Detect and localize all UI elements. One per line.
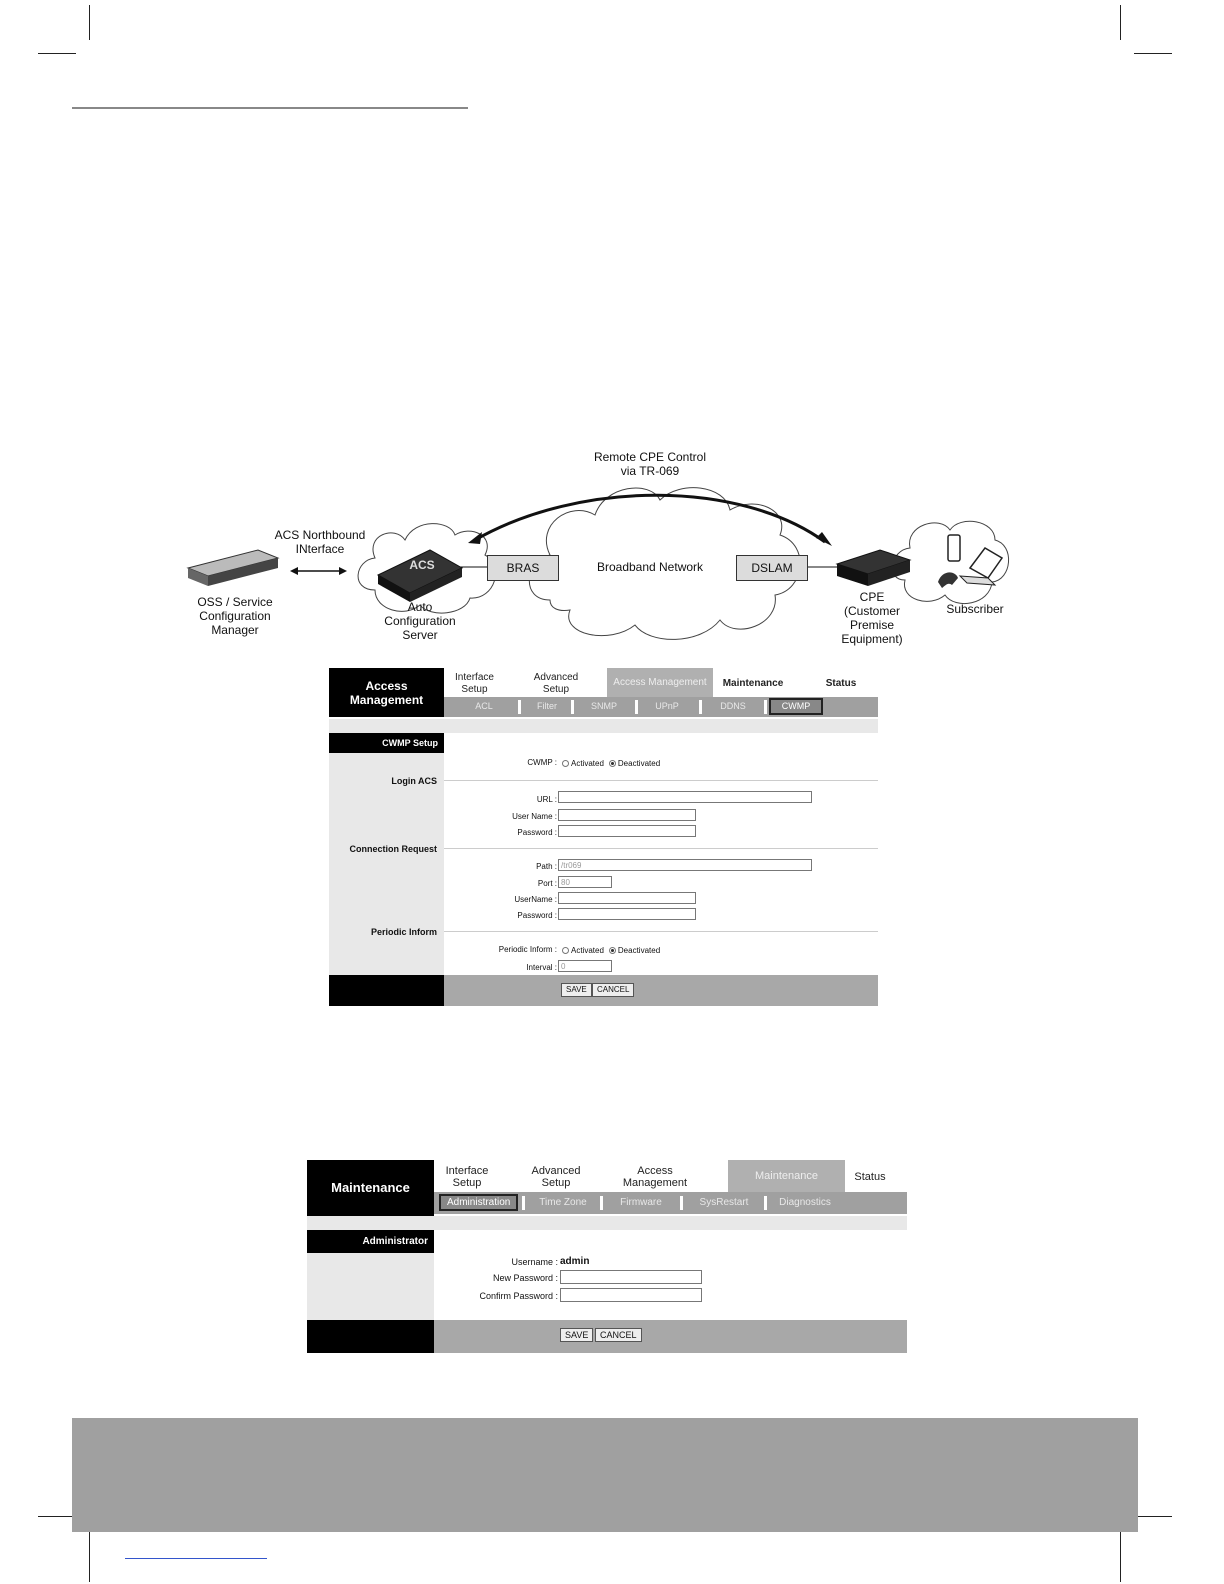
subtab-time-zone[interactable]: Time Zone: [539, 1197, 587, 1208]
section-header-administrator: Administrator: [307, 1230, 434, 1253]
password-input[interactable]: [558, 825, 696, 837]
username-label: User Name :: [512, 812, 557, 821]
cwmp-deactivated-label: Deactivated: [617, 759, 661, 768]
spacer-bar: [329, 719, 878, 733]
subtab-bar: [444, 697, 878, 717]
cr-username-input[interactable]: [558, 892, 696, 904]
form-sidebar: [307, 1253, 434, 1320]
interval-label: Interval :: [526, 963, 557, 972]
crop-mark: [1134, 1516, 1172, 1517]
section-label-login-acs: Login ACS: [391, 776, 437, 786]
tab-advanced-setup[interactable]: Advanced Setup: [531, 1165, 581, 1189]
subtab-ddns[interactable]: DDNS: [720, 701, 746, 711]
periodic-deactivated-label: Deactivated: [617, 946, 661, 955]
url-input[interactable]: [558, 791, 812, 803]
cwmp-setup-panel: [329, 668, 878, 1006]
subtab-bar: [434, 1192, 907, 1214]
path-label: Path :: [536, 862, 557, 871]
subtab-sysrestart[interactable]: SysRestart: [699, 1197, 749, 1208]
tab-advanced-setup[interactable]: Advanced Setup: [533, 671, 579, 695]
subtab-upnp[interactable]: UPnP: [655, 701, 679, 711]
save-button[interactable]: SAVE: [561, 983, 592, 997]
bras-box: BRAS: [487, 555, 559, 581]
path-input[interactable]: [558, 859, 812, 871]
cr-username-label: UserName :: [514, 895, 557, 904]
cpe-label: CPE (Customer Premise Equipment): [841, 590, 903, 646]
new-password-label: New Password :: [492, 1273, 558, 1283]
cr-password-label: Password :: [517, 911, 557, 920]
crop-mark: [89, 5, 90, 40]
periodic-inform-radio-group: [562, 946, 660, 955]
periodic-deactivated-radio[interactable]: [609, 947, 616, 954]
subtab-cwmp[interactable]: CWMP: [769, 698, 823, 715]
section-label-periodic-inform: Periodic Inform: [370, 927, 437, 937]
tab-maintenance[interactable]: Maintenance: [728, 1160, 845, 1192]
crop-mark: [89, 1532, 90, 1582]
port-input[interactable]: [558, 876, 612, 888]
footer-left-block: [329, 975, 444, 1006]
username-input[interactable]: [558, 809, 696, 821]
remote-control-label: Remote CPE Control via TR-069: [593, 450, 707, 478]
header-rule: [72, 107, 468, 109]
section-label-connection-request: Connection Request: [349, 844, 437, 854]
acs-northbound-label: ACS Northbound INterface: [274, 528, 366, 556]
crop-mark: [1134, 53, 1172, 54]
confirm-password-input[interactable]: [560, 1288, 702, 1302]
footer-bar: [444, 975, 878, 1006]
arc-arrowhead-right: [816, 532, 832, 546]
cwmp-deactivated-radio[interactable]: [609, 760, 616, 767]
section-header-cwmp-setup: CWMP Setup: [329, 733, 444, 753]
tab-status[interactable]: Status: [854, 1171, 886, 1183]
crop-mark: [38, 1516, 76, 1517]
spacer-bar: [307, 1216, 907, 1230]
password-label: Password :: [517, 828, 557, 837]
footer-band: [72, 1418, 1138, 1532]
tab-access-management[interactable]: Access Management: [622, 1165, 688, 1189]
url-label: URL :: [536, 795, 557, 804]
port-label: Port :: [537, 879, 557, 888]
form-sidebar: [329, 753, 444, 975]
cancel-button[interactable]: CANCEL: [592, 983, 634, 997]
crop-mark: [1120, 1532, 1121, 1582]
subtab-administration[interactable]: Administration: [439, 1194, 518, 1211]
confirm-password-label: Confirm Password :: [479, 1291, 558, 1301]
acs-device-label: ACS: [409, 558, 435, 572]
phone-icon: [948, 535, 960, 561]
cwmp-activated-radio[interactable]: [562, 760, 569, 767]
footer-bar: [434, 1320, 907, 1353]
footer-left-block: [307, 1320, 434, 1353]
tab-access-management[interactable]: Access Management: [607, 668, 713, 697]
footer-link-rule: [125, 1558, 267, 1559]
cwmp-radio-group: [562, 759, 660, 768]
subtab-firmware[interactable]: Firmware: [620, 1197, 662, 1208]
crop-mark: [1120, 5, 1121, 40]
administrator-panel: [307, 1160, 907, 1353]
subtab-acl[interactable]: ACL: [475, 701, 493, 711]
periodic-activated-radio[interactable]: [562, 947, 569, 954]
interval-input[interactable]: [558, 960, 612, 972]
username-label: Username :: [511, 1257, 558, 1267]
cwmp-activated-label: Activated: [571, 759, 604, 768]
cwmp-label: CWMP :: [527, 758, 557, 767]
tab-status[interactable]: Status: [825, 677, 857, 689]
periodic-inform-label: Periodic Inform :: [498, 945, 557, 954]
oss-server-icon: [188, 550, 278, 586]
periodic-activated-label: Activated: [571, 946, 604, 955]
panel-title: Access Management: [329, 668, 444, 717]
subtab-filter[interactable]: Filter: [537, 701, 557, 711]
tab-interface-setup[interactable]: Interface Setup: [455, 671, 494, 695]
dslam-box: DSLAM: [736, 555, 808, 581]
save-button[interactable]: SAVE: [560, 1328, 593, 1342]
broadband-label: Broadband Network: [596, 560, 704, 574]
subtab-diagnostics[interactable]: Diagnostics: [779, 1197, 831, 1208]
panel-title: Maintenance: [307, 1160, 434, 1216]
oss-label: OSS / Service Configuration Manager: [197, 595, 273, 637]
tab-maintenance[interactable]: Maintenance: [722, 677, 784, 689]
cancel-button[interactable]: CANCEL: [595, 1328, 642, 1342]
crop-mark: [38, 53, 76, 54]
tab-interface-setup[interactable]: Interface Setup: [445, 1165, 489, 1189]
subscriber-label: Subscriber: [946, 602, 1004, 616]
new-password-input[interactable]: [560, 1270, 702, 1284]
tr069-network-diagram: [180, 440, 1020, 655]
username-value: admin: [560, 1256, 590, 1267]
cr-password-input[interactable]: [558, 908, 696, 920]
subtab-snmp[interactable]: SNMP: [590, 701, 617, 711]
acs-server-label: Auto Configuration Server: [384, 600, 456, 642]
